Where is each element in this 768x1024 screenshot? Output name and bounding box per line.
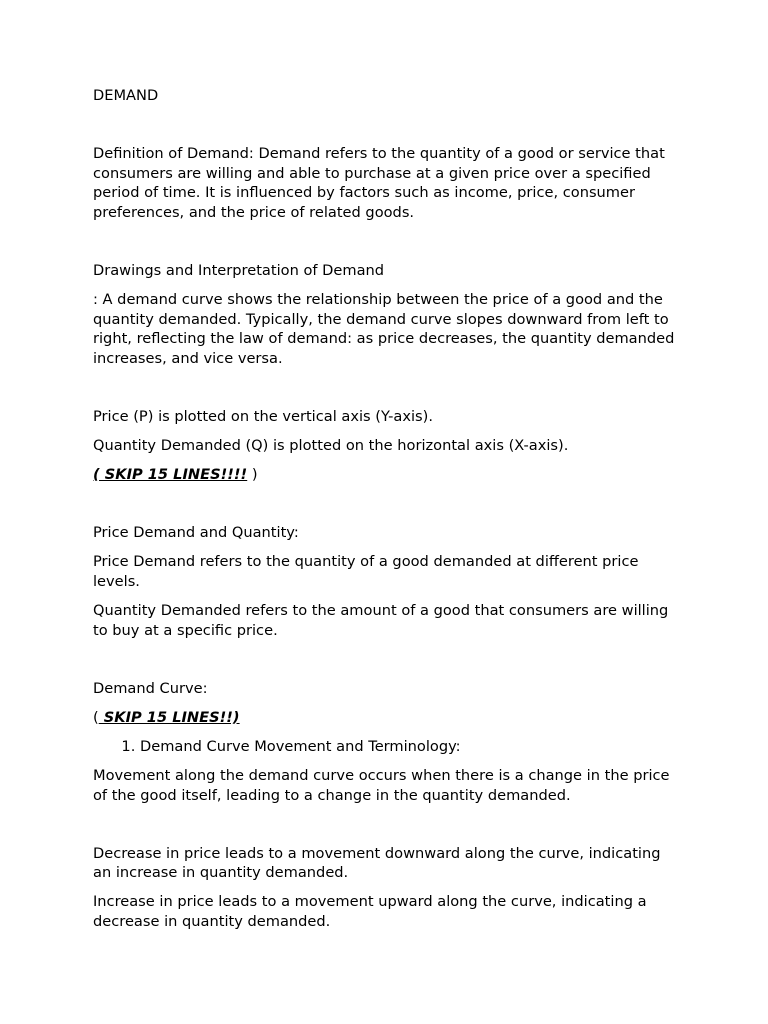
increase-paragraph: Increase in price leads to a movement upward along the curve, indicating a decrease in quantity demanded.	[93, 893, 647, 930]
quantity-demanded-paragraph: Quantity Demanded refers to the amount of a good that consumers are willing to buy at a specific price.	[93, 602, 669, 639]
blank-line	[93, 232, 678, 261]
skip-note-2	[93, 708, 678, 728]
price-demand-quantity-heading: Price Demand and Quantity:	[93, 524, 299, 542]
definition-paragraph: Definition of Demand: Demand refers to the quantity of a good or service that consumers are willing and able to purchase at a given price over a specified period of time. It is influenced by factors such as income, price, consumer preferences, and the price of related goods.	[93, 145, 665, 221]
movement-paragraph: Movement along the demand curve occurs when there is a change in the price of the good itself, leading to a change in the quantity demanded.	[93, 766, 670, 804]
blank-line	[93, 650, 678, 679]
numbered-list	[93, 737, 678, 757]
demand-curve-heading: Demand Curve:	[93, 679, 208, 697]
blank-line	[93, 378, 678, 407]
skip-note-2-emphasis: SKIP 15 LINES!!)	[98, 708, 240, 726]
document-title: DEMAND	[93, 87, 159, 104]
price-axis-paragraph: Price (P) is plotted on the vertical axis (Y-axis).	[93, 407, 433, 425]
quantity-axis-paragraph: Quantity Demanded (Q) is plotted on the horizontal axis (X-axis).	[93, 437, 569, 455]
blank-line	[93, 115, 678, 144]
list-item: 1. Demand Curve Movement and Terminology:	[140, 737, 678, 757]
skip-note-1-suffix: )	[247, 466, 258, 484]
skip-note-1-emphasis: ( SKIP 15 LINES!!!!	[93, 466, 248, 484]
document-body	[93, 86, 678, 941]
decrease-paragraph: Decrease in price leads to a movement downward along the curve, indicating an increase in quantity demanded.	[93, 844, 661, 882]
skip-note-2-prefix: (	[93, 708, 99, 726]
price-demand-paragraph: Price Demand refers to the quantity of a good demanded at different price levels.	[93, 553, 639, 590]
skip-note-1	[93, 465, 678, 485]
blank-line	[93, 494, 678, 523]
drawings-heading: Drawings and Interpretation of Demand	[93, 261, 385, 279]
drawings-paragraph: : A demand curve shows the relationship between the price of a good and the quantity demanded. Typically, the demand curve slopes downward from left to right, reflecting the law of demand: as price decreases, the quantity demanded increases, and vice versa.	[93, 291, 675, 367]
blank-line	[93, 815, 678, 844]
